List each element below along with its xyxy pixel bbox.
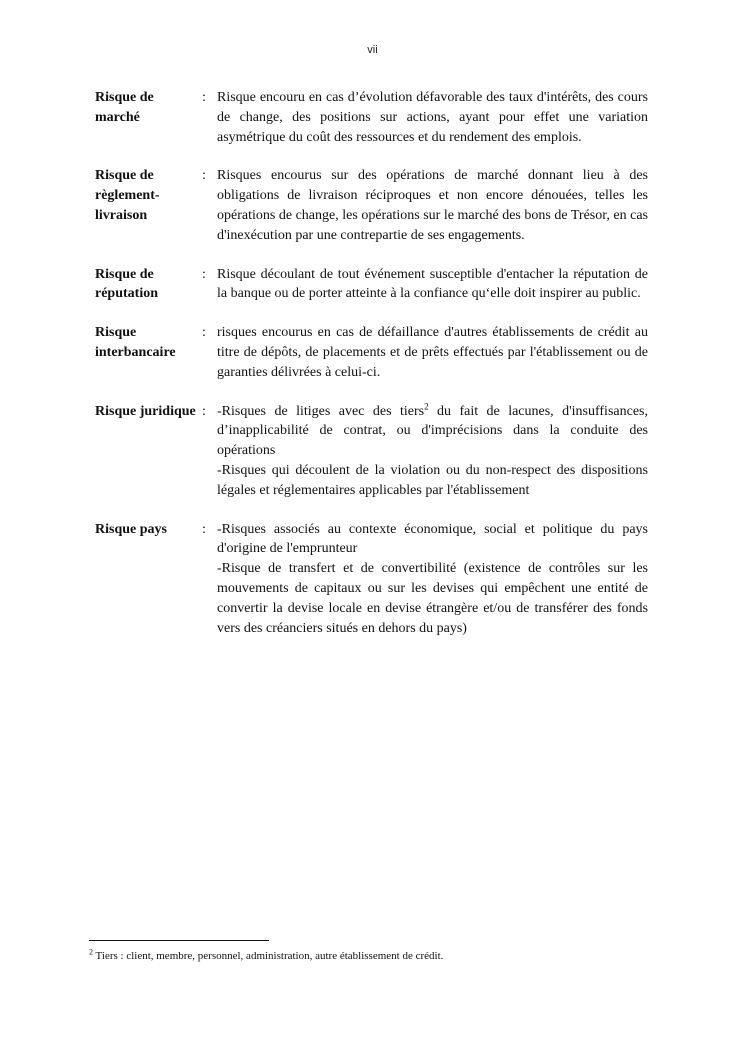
footnote-reference[interactable]: 2 <box>424 400 429 411</box>
term-label: Risque de règlement-livraison <box>95 168 160 223</box>
definition-paragraph: -Risques qui découlent de la violation ou du non-respect des dispositions légales et réglementaires applicables par l'établissement <box>217 462 648 498</box>
colon-separator: : <box>202 168 206 184</box>
definition-text <box>217 88 648 147</box>
definition-paragraph: -Risques associés au contexte économique, social et politique du pays d'origine de l'emprunteur <box>217 521 648 557</box>
footnote-separator <box>89 940 269 941</box>
definition-paragraph: -Risque de transfert et de convertibilité (existence de contrôles sur les mouvements de capitaux ou sur les devises qui empêchent une entité de convertir la devise locale en devise étrangère et/ou de transférer des fonds vers des créanciers situés en dehors du pays) <box>217 561 648 636</box>
definition-paragraph: risques encourus en cas de défaillance d'autres établissements de crédit au titre de dépôts, de placements et de prêts effectués par l'établissement ou de garanties délivrées à celui-ci. <box>217 325 648 380</box>
definition-entry-risque-juridique <box>95 402 648 501</box>
term-label: Risque de marché <box>95 90 154 125</box>
footnote-marker: 2 <box>89 947 93 957</box>
footnote-text: Tiers : client, membre, personnel, administration, autre établissement de crédit. <box>93 950 444 962</box>
colon-separator: : <box>202 90 206 105</box>
definition-paragraph: Risque découlant de tout événement susceptible d'entacher la réputation de la banque ou de porter atteinte à la confiance qu‘elle doit inspirer au public. <box>217 266 648 302</box>
definition-entry-risque-de-marche <box>95 88 648 147</box>
colon-separator: : <box>202 521 206 537</box>
definition-entry-risque-pays <box>95 520 648 639</box>
paragraph-text-start: -Risques de litiges avec des tiers <box>217 403 425 419</box>
definition-paragraph: Risque encouru en cas d’évolution défavorable des taux d'intérêts, des cours de change, des positions sur actions, ayant pour effet une variation asymétrique du coût des ressources et du rendement des emplois. <box>217 90 648 145</box>
definition-text <box>217 265 648 305</box>
colon-separator: : <box>202 325 206 341</box>
definition-text <box>217 520 648 639</box>
definition-paragraph <box>217 402 648 461</box>
term-label: Risque interbancaire <box>95 325 176 360</box>
definition-entry-risque-interbancaire <box>95 323 648 382</box>
colon-separator: : <box>202 266 206 282</box>
colon-separator: : <box>202 403 206 419</box>
term-label: Risque de réputation <box>95 266 158 302</box>
footnote <box>89 949 649 963</box>
definitions-list <box>95 88 648 657</box>
definition-entry-risque-de-reputation <box>95 265 648 305</box>
definition-entry-risque-de-reglement-livraison <box>95 166 648 245</box>
paragraph-text-end: du fait de lacunes, d'insuffisances, d’inapplicabilité de contrat, ou d'imprécisions dans la conduite des opérations <box>217 403 648 459</box>
term-label: Risque pays <box>95 521 167 537</box>
definition-paragraph: Risques encourus sur des opérations de marché donnant lieu à des obligations de livraison réciproques et non encore dénouées, telles les opérations de change, les opérations sur le marché des bons de Trésor, en cas d'inexécution par une contrepartie de ses engagements. <box>217 168 648 243</box>
definition-text <box>217 402 648 501</box>
term-label: Risque juridique <box>95 403 196 419</box>
definition-text <box>217 166 648 245</box>
definition-text <box>217 323 648 382</box>
page-number: vii <box>367 44 378 56</box>
